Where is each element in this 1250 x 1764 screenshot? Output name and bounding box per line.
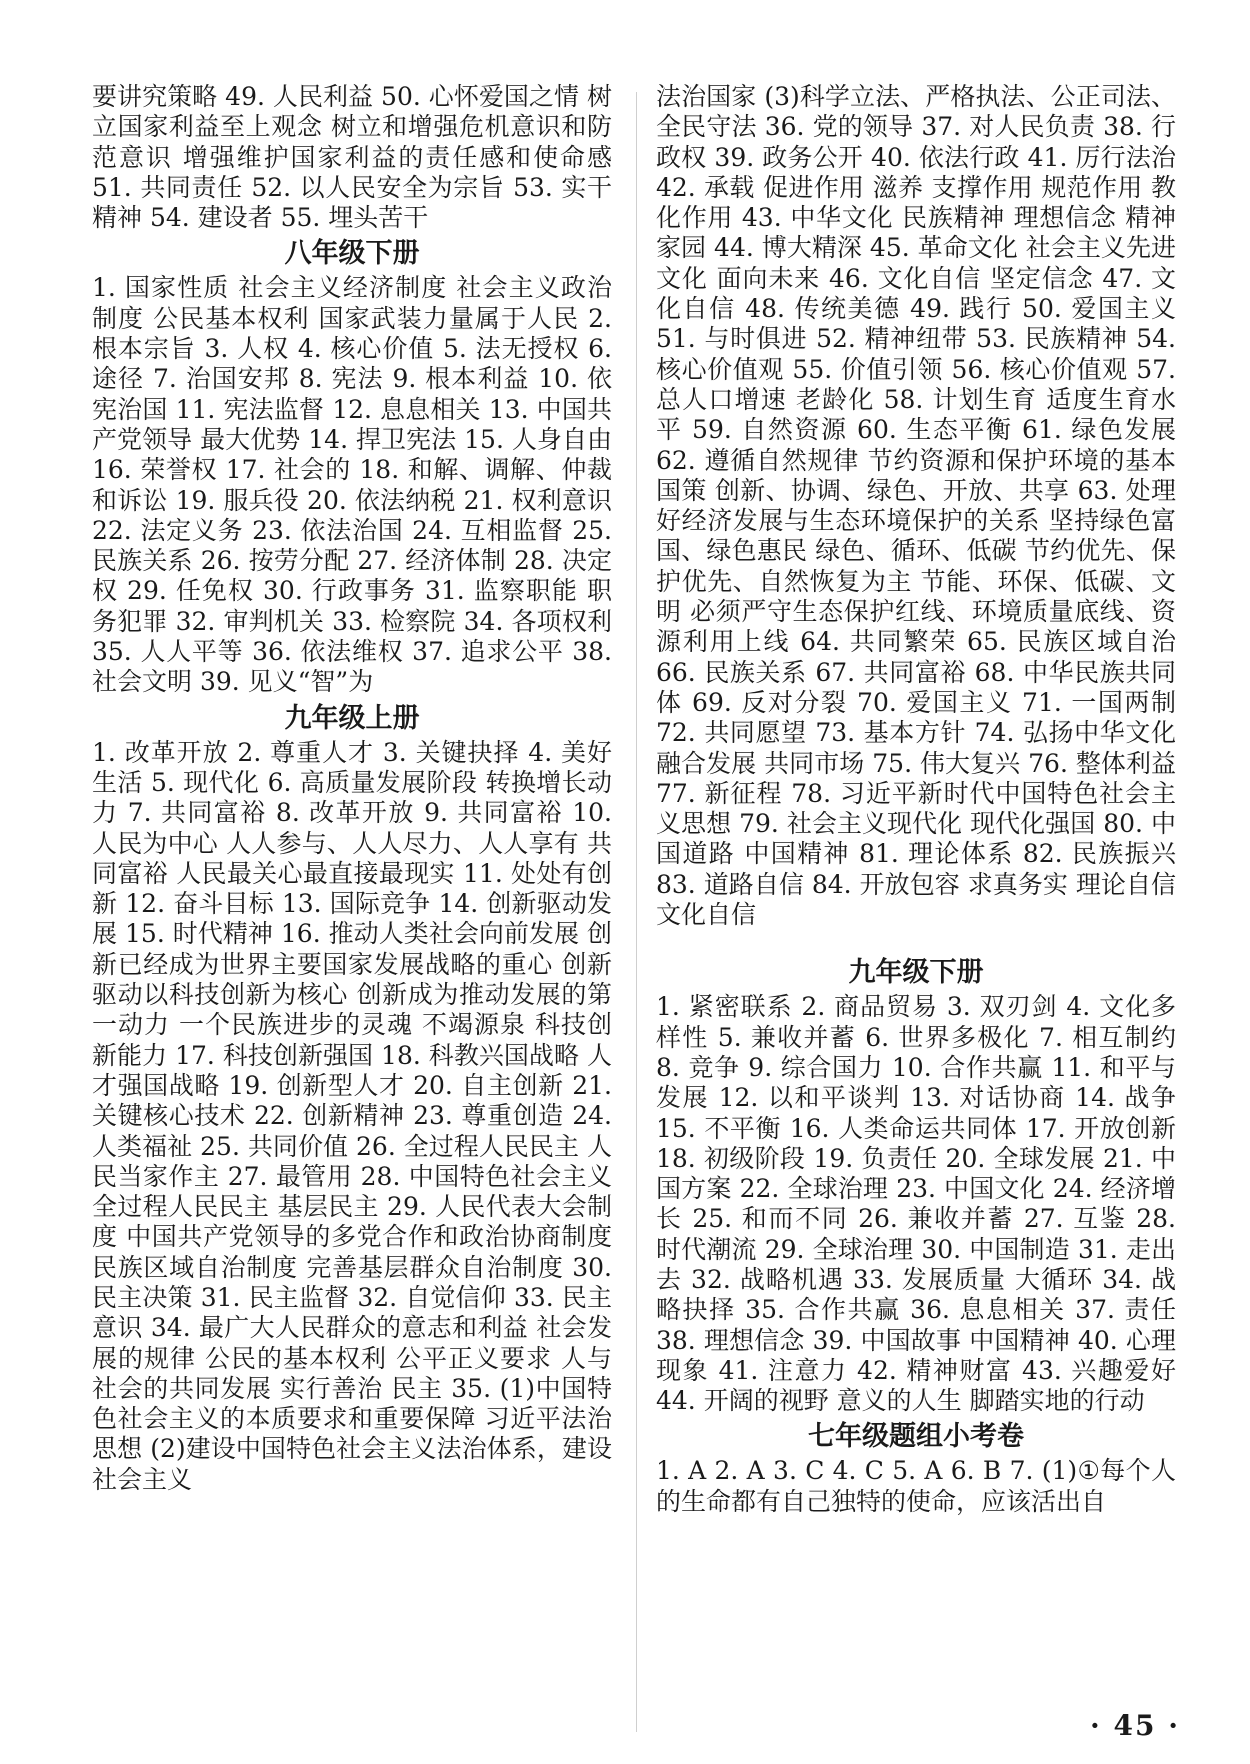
right-intro-text: 法治国家 (3)科学立法、严格执法、公正司法、全民守法 36. 党的领导 37. 对人民负责 38. 行政权 39. 政务公开 40. 依法行政 41. 厉行法治 42. 承载 促进作用 滋养 支撑作用 规范作用 教化作用 43. 中华文化 民族精神 理想信念 精神家园 44. 博大精深 45. 革命文化 社会主义先进文化 面向未来 46. 文化自信 坚定信念 47. 文化自信 48. 传统美德 49. 践行 50. 爱国主义 51. 与时俱进 52. 精神纽带 53. 民族精神 54. 核心价值观 55. 价值引领 56. 核心价值观 57. 总人口增速 老龄化 58. 计划生育 适度生育水平 59. 自然资源 60. 生态平衡 61. 绿色发展 62. 遵循自然规律 节约资源和保护环境的基本国策 创新、协调、绿色、开放、共享 63. 处理好经济发展与生态环境保护的关系 坚持绿色富国、绿色惠民 绿色、循环、低碳 节约优先、保护优先、自然恢复为主 节能、环保、低碳、文明 必须严守生态保护红线、环境质量底线、资源利用上线 64. 共同繁荣 65. 民族区域自治 66. 民族关系 67. 共同富裕 68. 中华民族共同体 69. 反对分裂 70. 爱国主义 71. 一国两制 72. 共同愿望 73. 基本方针 74. 弘扬中华文化 融合发展 共同市场 75. 伟大复兴 76. 整体利益 77. 新征程 78. 习近平新时代中国特色社会主义思想 79. 社会主义现代化 现代化强国 80. 中国道路 中国精神 81. 理论体系 82. 民族振兴 83. 道路自信 84. 开放包容 求真务实 理论自信 文化自信 — [656, 82, 1176, 930]
right-column — [656, 82, 1176, 1517]
section-answers-grade8-vol2: 1. 国家性质 社会主义经济制度 社会主义政治制度 公民基本权利 国家武装力量属于人民 2. 根本宗旨 3. 人权 4. 核心价值 5. 法无授权 6. 途径 7. 治国安邦 8. 宪法 9. 根本利益 10. 依宪治国 11. 宪法监督 12. 息息相关 13. 中国共产党领导 最大优势 14. 捍卫宪法 15. 人身自由 16. 荣誉权 17. 社会的 18. 和解、调解、仲裁和诉讼 19. 服兵役 20. 依法纳税 21. 权利意识 22. 法定义务 23. 依法治国 24. 互相监督 25. 民族关系 26. 按劳分配 27. 经济体制 28. 决定权 29. 任免权 30. 行政事务 31. 监察职能 职务犯罪 32. 审判机关 33. 检察院 34. 各项权利 35. 人人平等 36. 依法维权 37. 追求公平 38. 社会文明 39. 见义“智”为 — [92, 273, 612, 697]
left-column — [92, 82, 612, 1495]
column-divider — [636, 92, 637, 1732]
section-title-grade9-vol1: 九年级上册 — [284, 702, 420, 734]
page-number: · 45 · — [1090, 1709, 1180, 1742]
section-answers-grade9-vol2: 1. 紧密联系 2. 商品贸易 3. 双刃剑 4. 文化多样性 5. 兼收并蓄 6. 世界多极化 7. 相互制约 8. 竞争 9. 综合国力 10. 合作共赢 11. 和平与发展 12. 以和平谈判 13. 对话协商 14. 战争 15. 不平衡 16. 人类命运共同体 17. 开放创新 18. 初级阶段 19. 负责任 20. 全球发展 21. 中国方案 22. 全球治理 23. 中国文化 24. 经济增长 25. 和而不同 26. 兼收并蓄 27. 互鉴 28. 时代潮流 29. 全球治理 30. 中国制造 31. 走出去 32. 战略机遇 33. 发展质量 大循环 34. 战略抉择 35. 合作共赢 36. 息息相关 37. 责任 38. 理想信念 39. 中国故事 中国精神 40. 心理现象 41. 注意力 42. 精神财富 43. 兴趣爱好 44. 开阔的视野 意义的人生 脚踏实地的行动 — [656, 992, 1176, 1416]
section-title-grade9-vol2: 九年级下册 — [848, 957, 984, 989]
section-answers-grade9-vol1: 1. 改革开放 2. 尊重人才 3. 关键抉择 4. 美好生活 5. 现代化 6. 高质量发展阶段 转换增长动力 7. 共同富裕 8. 改革开放 9. 共同富裕 10. 人民为中心 人人参与、人人尽力、人人享有 共同富裕 人民最关心最直接最现实 11. 处处有创新 12. 奋斗目标 13. 国际竞争 14. 创新驱动发展 15. 时代精神 16. 推动人类社会向前发展 创新已经成为世界主要国家发展战略的重心 创新驱动以科技创新为核心 创新成为推动发展的第一动力 一个民族进步的灵魂 不竭源泉 科技创新能力 17. 科技创新强国 18. 科教兴国战略 人才强国战略 19. 创新型人才 20. 自主创新 21. 关键核心技术 22. 创新精神 23. 尊重创造 24. 人类福祉 25. 共同价值 26. 全过程人民民主 人民当家作主 27. 最管用 28. 中国特色社会主义 全过程人民民主 基层民主 29. 人民代表大会制度 中国共产党领导的多党合作和政治协商制度 民族区域自治制度 完善基层群众自治制度 30. 民主决策 31. 民主监督 32. 自觉信仰 33. 民主意识 34. 最广大人民群众的意志和利益 社会发展的规律 公民的基本权利 公平正义要求 人与社会的共同发展 实行善治 民主 35. (1)中国特色社会主义的本质要求和重要保障 习近平法治思想 (2)建设中国特色社会主义法治体系，建设社会主义 — [92, 737, 612, 1494]
section-answers-grade7-quiz: 1. A 2. A 3. C 4. C 5. A 6. B 7. (1)①每个人的生命都有自己独特的使命，应该活出自 — [656, 1456, 1176, 1516]
section-title-grade8-vol2: 八年级下册 — [284, 238, 420, 270]
section-title-grade7-quiz: 七年级题组小考卷 — [808, 1421, 1024, 1453]
left-intro-text: 要讲究策略 49. 人民利益 50. 心怀爱国之情 树立国家利益至上观念 树立和增强危机意识和防范意识 增强维护国家利益的责任感和使命感 51. 共同责任 52. 以人民安全为宗旨 53. 实干精神 54. 建设者 55. 埋头苦干 — [92, 82, 612, 233]
